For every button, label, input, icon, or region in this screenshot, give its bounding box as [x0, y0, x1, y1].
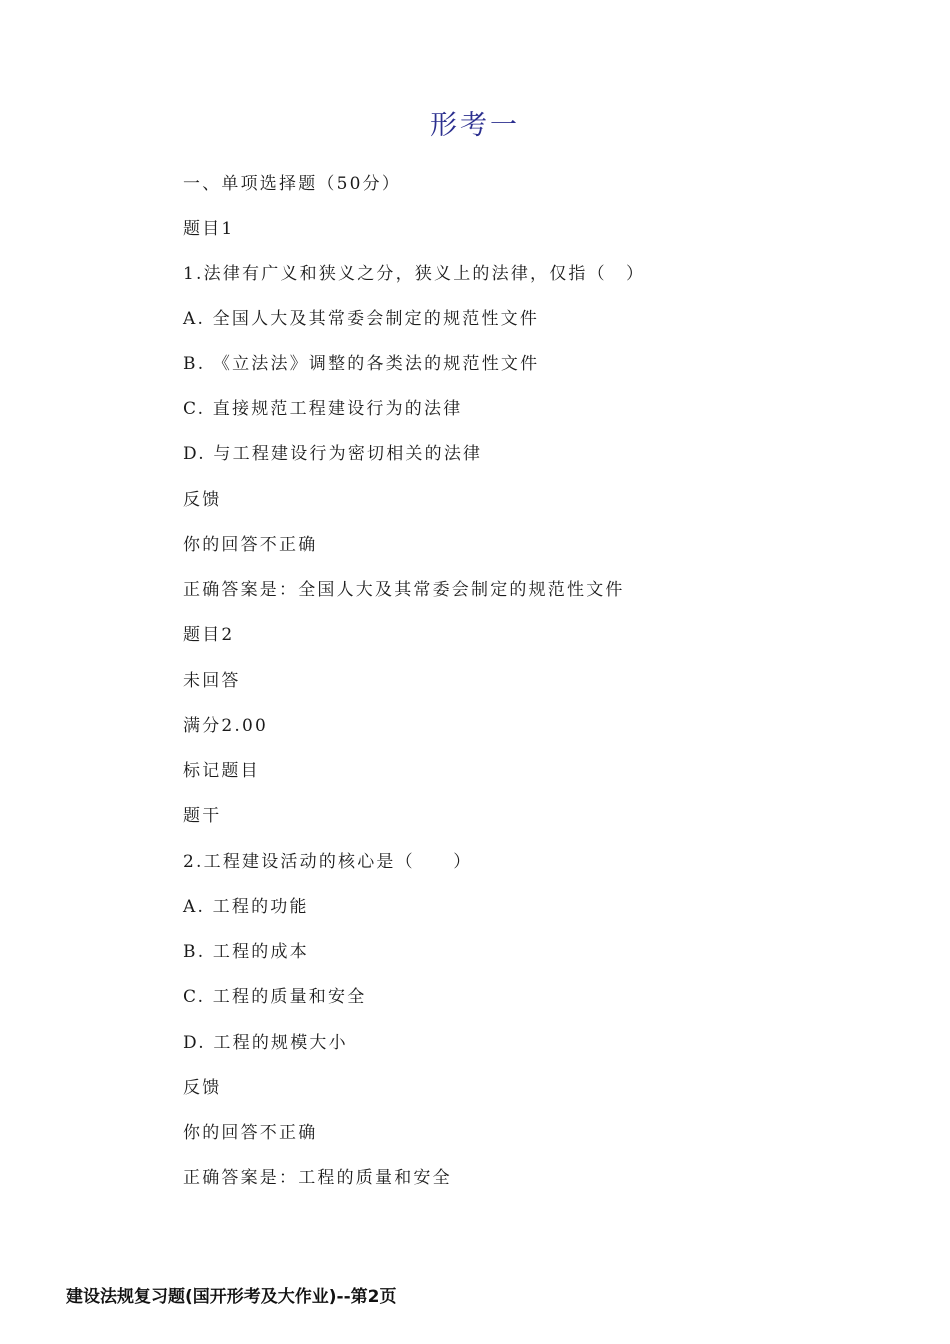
question-text: 2.工程建设活动的核心是（ ）: [183, 852, 473, 872]
option-a: A. 全国人大及其常委会制定的规范性文件: [183, 309, 540, 329]
option-d: D. 工程的规模大小: [183, 1033, 348, 1053]
option-a: A. 工程的功能: [183, 897, 309, 917]
option-c: C. 工程的质量和安全: [183, 987, 367, 1007]
question-number: 题目1: [183, 219, 235, 239]
page-title: 形考一: [430, 110, 520, 141]
option-b: B. 工程的成本: [183, 942, 309, 962]
feedback-result: 你的回答不正确: [183, 535, 318, 555]
feedback-label: 反馈: [183, 490, 222, 510]
question-stem-label: 题干: [183, 806, 222, 826]
option-b: B. 《立法法》调整的各类法的规范性文件: [183, 354, 540, 374]
feedback-label: 反馈: [183, 1078, 222, 1098]
answer-status: 未回答: [183, 671, 241, 691]
option-d: D. 与工程建设行为密切相关的法律: [183, 444, 483, 464]
correct-answer: 正确答案是：工程的质量和安全: [183, 1168, 452, 1188]
question-number: 题目2: [183, 625, 235, 645]
feedback-result: 你的回答不正确: [183, 1123, 318, 1143]
page-footer: 建设法规复习题(国开形考及大作业)--第2页: [66, 1287, 397, 1307]
correct-answer: 正确答案是：全国人大及其常委会制定的规范性文件: [183, 580, 625, 600]
question-text: 1.法律有广义和狭义之分，狭义上的法律，仅指（ ）: [183, 264, 646, 284]
section-heading: 一、单项选择题（50分）: [183, 174, 402, 194]
flag-question: 标记题目: [183, 761, 260, 781]
full-score: 满分2.00: [183, 716, 269, 736]
option-c: C. 直接规范工程建设行为的法律: [183, 399, 463, 419]
